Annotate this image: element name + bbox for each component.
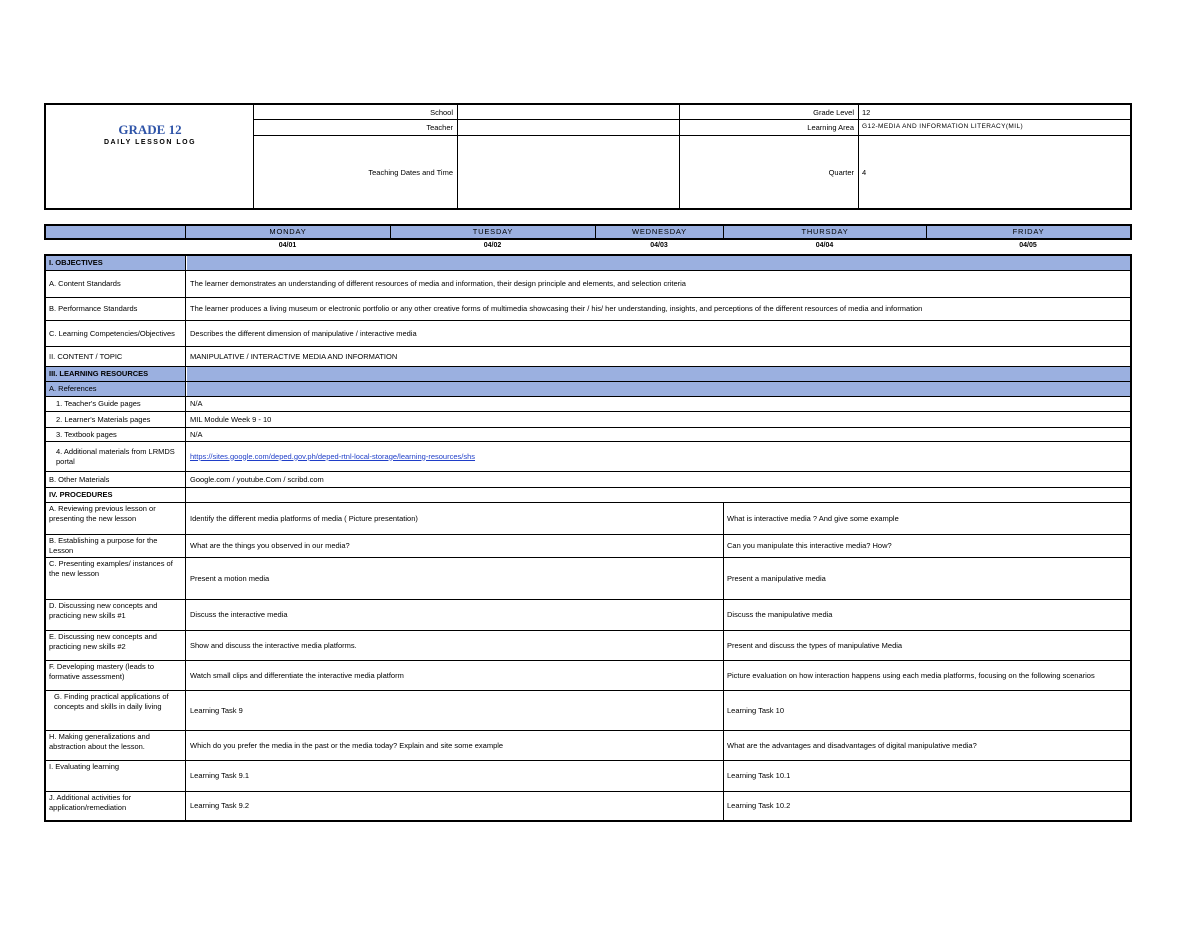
procedure-left-cell[interactable]: Discuss the interactive media — [190, 610, 288, 619]
procedure-row-e — [46, 631, 1130, 661]
content-standards-value[interactable]: The learner demonstrates an understanding of different resources of media and information, their design principle and elements, and selection criteria — [190, 279, 686, 288]
procedure-row-h — [46, 731, 1130, 761]
procedure-right-cell[interactable]: Present a manipulative media — [723, 558, 1130, 599]
lrmds-label: 4. Additional materials from LRMDS portal — [46, 442, 186, 471]
performance-standards-value[interactable]: The learner produces a living museum or electronic portfolio or any other creative forms of multimedia showcasing their / his/ her understanding, insights, and perceptions of the different resources of media and information — [190, 304, 923, 313]
textbook-label: 3. Textbook pages — [46, 428, 186, 441]
content-standards-row — [46, 271, 1130, 298]
learning-resources-heading: III. LEARNING RESOURCES — [46, 367, 186, 381]
procedure-right-cell[interactable]: Present and discuss the types of manipulative Media — [723, 631, 1130, 660]
grade-level-label: Grade Level — [813, 108, 854, 117]
other-materials-label: B. Other Materials — [46, 472, 186, 487]
quarter-value[interactable]: 4 — [862, 168, 867, 177]
procedure-label: I. Evaluating learning — [46, 761, 186, 791]
date-friday: 04/05 — [1019, 242, 1037, 249]
procedure-label: F. Developing mastery (leads to formative assessment) — [46, 661, 186, 690]
procedure-label: G. Finding practical applications of concepts and skills in daily living — [46, 691, 186, 730]
teaching-dates-label: Teaching Dates and Time — [368, 168, 453, 177]
date-monday: 04/01 — [278, 242, 297, 249]
competencies-value[interactable]: Describes the different dimension of manipulative / interactive media — [190, 328, 417, 338]
lrmds-link[interactable]: https://sites.google.com/deped.gov.ph/deped-rtnl-local-storage/learning-resources/shs — [190, 451, 476, 461]
references-row — [46, 382, 1130, 397]
lrmds-row — [46, 442, 1130, 472]
header-table — [44, 103, 1132, 210]
procedure-row-f — [46, 661, 1130, 691]
procedure-row-i — [46, 761, 1130, 792]
procedure-right-cell[interactable]: Learning Task 10.1 — [723, 761, 1130, 791]
quarter-label: Quarter — [828, 168, 854, 177]
learning-area-value[interactable]: G12-MEDIA AND INFORMATION LITERACY(MIL) — [862, 123, 1024, 130]
procedure-right-cell[interactable]: Learning Task 10 — [723, 691, 1130, 730]
procedure-right-cell[interactable]: Can you manipulate this interactive media? How? — [723, 535, 1130, 557]
other-materials-value[interactable]: Google.com / youtube.Com / scribd.com — [190, 474, 324, 484]
day-tuesday: TUESDAY — [390, 226, 595, 238]
school-label: School — [430, 108, 453, 117]
content-topic-label: II. CONTENT / TOPIC — [46, 347, 186, 366]
procedure-left-cell[interactable]: Present a motion media — [190, 573, 270, 583]
procedure-right-cell[interactable]: Discuss the manipulative media — [723, 600, 1130, 630]
objectives-row — [46, 256, 1130, 271]
content-topic-row — [46, 347, 1130, 367]
competencies-label: C. Learning Competencies/Objectives — [46, 321, 186, 346]
procedure-left-cell[interactable]: Which do you prefer the media in the past or the media today? Explain and site some example — [190, 740, 504, 750]
procedure-row-j — [46, 792, 1130, 820]
references-heading: A. References — [46, 382, 186, 396]
procedure-label: E. Discussing new concepts and practicing new skills #2 — [46, 631, 186, 660]
day-wednesday: WEDNESDAY — [595, 226, 723, 238]
day-friday: FRIDAY — [926, 226, 1130, 238]
other-materials-row — [46, 472, 1130, 488]
procedure-label: H. Making generalizations and abstraction about the lesson. — [46, 731, 186, 760]
procedure-label: A. Reviewing previous lesson or presenting the new lesson — [46, 503, 186, 534]
date-wednesday: 04/03 — [650, 242, 668, 249]
grade-level-value[interactable]: 12 — [862, 108, 871, 117]
procedure-left-cell[interactable]: Learning Task 9.2 — [190, 801, 250, 810]
procedure-left-cell[interactable]: What are the things you observed in our media? — [190, 541, 350, 550]
day-thursday: THURSDAY — [723, 226, 926, 238]
lesson-grid — [44, 254, 1132, 822]
procedure-right-cell[interactable]: What is interactive media ? And give some example — [723, 503, 1130, 534]
learners-materials-row — [46, 412, 1130, 428]
procedure-row-c — [46, 558, 1130, 600]
content-topic-value[interactable]: MANIPULATIVE / INTERACTIVE MEDIA AND INFORMATION — [190, 351, 398, 361]
procedure-row-g — [46, 691, 1130, 731]
procedure-label: J. Additional activities for application/remediation — [46, 792, 186, 820]
competencies-row — [46, 321, 1130, 347]
procedure-left-cell[interactable]: Identify the different media platforms of media ( Picture presentation) — [190, 513, 418, 523]
procedures-row — [46, 488, 1130, 503]
performance-standards-row — [46, 298, 1130, 321]
procedure-label: D. Discussing new concepts and practicing new skills #1 — [46, 600, 186, 630]
objectives-heading: I. OBJECTIVES — [46, 256, 186, 270]
teachers-guide-row — [46, 397, 1130, 412]
procedure-left-cell[interactable]: Learning Task 9.1 — [190, 771, 250, 780]
textbook-row — [46, 428, 1130, 442]
procedure-row-d — [46, 600, 1130, 631]
date-tuesday: 04/02 — [483, 242, 502, 249]
procedure-right-cell[interactable]: What are the advantages and disadvantages of digital manipulative media? — [723, 731, 1130, 760]
weekdays-bar — [44, 224, 1132, 240]
learning-resources-row — [46, 367, 1130, 382]
performance-standards-label: B. Performance Standards — [46, 298, 186, 320]
procedure-row-a — [46, 503, 1130, 535]
date-thursday: 04/04 — [815, 242, 834, 249]
procedure-left-cell[interactable]: Learning Task 9 — [190, 705, 243, 715]
procedure-label: C. Presenting examples/ instances of the new lesson — [46, 558, 186, 599]
learning-area-label: Learning Area — [807, 123, 854, 132]
teachers-guide-label: 1. Teacher's Guide pages — [46, 397, 186, 411]
procedure-left-cell[interactable]: Show and discuss the interactive media platforms. — [190, 640, 357, 650]
procedure-label: B. Establishing a purpose for the Lesson — [46, 535, 186, 557]
procedures-heading: IV. PROCEDURES — [46, 488, 186, 502]
teachers-guide-value[interactable]: N/A — [190, 399, 203, 408]
procedure-left-cell[interactable]: Watch small clips and differentiate the interactive media platform — [190, 670, 404, 680]
content-standards-label: A. Content Standards — [46, 271, 186, 297]
learners-materials-label: 2. Learner's Materials pages — [46, 412, 186, 427]
procedure-right-cell[interactable]: Picture evaluation on how interaction happens using each media platforms, focusing on the following scenarios — [723, 661, 1130, 690]
teacher-label: Teacher — [426, 123, 453, 132]
procedure-row-b — [46, 535, 1130, 558]
learners-materials-value[interactable]: MIL Module Week 9 - 10 — [190, 414, 272, 424]
daily-lesson-log-title: DAILY LESSON LOG — [103, 139, 197, 146]
procedure-right-cell[interactable]: Learning Task 10.2 — [723, 792, 1130, 820]
grade-title: GRADE 12 — [118, 122, 182, 137]
day-monday: MONDAY — [185, 226, 390, 238]
textbook-value[interactable]: N/A — [190, 429, 203, 439]
